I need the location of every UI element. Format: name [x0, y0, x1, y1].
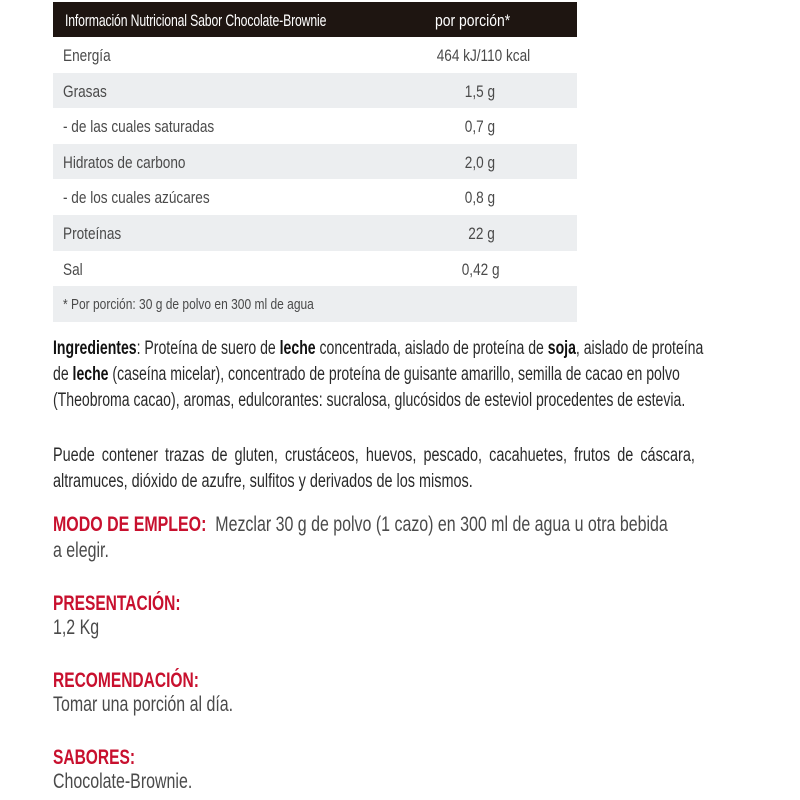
ingredients-line-3: (Theobroma cacao), aromas, edulcorantes: sucralosa, glucósidos de esteviol procedentes de estevia.	[53, 390, 686, 411]
nutrition-table-header	[53, 2, 577, 37]
nutrient-label: Energía	[63, 46, 111, 65]
nutrient-value: 1,5 g	[464, 81, 496, 101]
nutrient-value: 22 g	[468, 223, 495, 243]
nutrient-value: 0,7 g	[464, 117, 496, 137]
nutrition-row-saturated-fat	[53, 108, 577, 144]
nutrient-label: Sal	[63, 259, 83, 279]
ingredients-line-1	[53, 336, 703, 362]
nutrient-value: 0,8 g	[464, 188, 496, 208]
recommendation-value: Tomar una porción al día.	[53, 693, 234, 716]
nutrition-row-protein	[53, 215, 577, 251]
allergens-line-1: Puede contener trazas de gluten, crustáceos, huevos, pescado, cacahuetes, frutos de cáscara,	[53, 445, 695, 466]
nutrient-label: Hidratos de carbono	[63, 152, 186, 172]
nutrient-value: 2,0 g	[464, 152, 496, 172]
nutrient-value: 0,42 g	[461, 259, 500, 279]
recommendation-title: RECOMENDACIÓN:	[53, 669, 199, 692]
nutrition-row-fat	[53, 73, 577, 109]
allergen-highlight: leche	[279, 338, 316, 359]
ingredients-paragraph	[53, 336, 703, 414]
allergen-highlight: soja	[547, 338, 576, 359]
presentation-title: PRESENTACIÓN:	[53, 592, 181, 615]
per-serving-column-header: por porción*	[435, 11, 511, 30]
ingredients-text: concentrada, aislado de proteína de	[315, 338, 548, 359]
ingredients-title: Ingredientes	[53, 338, 137, 359]
allergen-highlight: leche	[72, 364, 109, 385]
flavors-title: SABORES:	[53, 746, 136, 769]
nutrition-row-carbohydrates	[53, 144, 577, 180]
allergens-paragraph	[53, 443, 695, 495]
usage-text-continued: a elegir.	[53, 539, 109, 562]
nutrition-row-salt	[53, 251, 577, 287]
usage-line-2	[53, 539, 109, 563]
usage-text: Mezclar 30 g de polvo (1 cazo) en 300 ml de agua u otra bebida	[215, 513, 668, 536]
nutrient-label: - de las cuales saturadas	[63, 117, 215, 137]
usage-title: MODO DE EMPLEO:	[53, 513, 207, 536]
nutrition-row-sugars	[53, 179, 577, 215]
ingredients-text: de	[53, 364, 73, 385]
ingredients-text: (caseína micelar), concentrado de proteína de guisante amarillo, semilla de cacao en polvo	[108, 364, 680, 385]
ingredients-line-2	[53, 362, 703, 388]
ingredients-text: , aislado de proteína	[575, 338, 704, 359]
ingredients-text: : Proteína de suero de	[136, 338, 280, 359]
nutrition-table-title: Información Nutricional Sabor Chocolate-Brownie	[65, 11, 327, 30]
presentation-value: 1,2 Kg	[53, 616, 100, 639]
nutrient-value: 464 kJ/110 kcal	[436, 46, 531, 65]
usage-line-1	[53, 513, 668, 537]
nutrition-table-footnote	[53, 286, 577, 322]
nutrition-row-energy	[53, 37, 577, 73]
nutrition-table	[53, 2, 577, 322]
nutrient-label: Grasas	[63, 81, 107, 101]
allergens-line-2: altramuces, dióxido de azufre, sulfitos y derivados de los mismos.	[53, 471, 473, 492]
flavors-value: Chocolate-Brownie.	[53, 770, 193, 793]
nutrient-label: Proteínas	[63, 223, 122, 243]
nutrient-label: - de los cuales azúcares	[63, 188, 210, 208]
serving-footnote: * Por porción: 30 g de polvo en 300 ml de agua	[63, 296, 314, 314]
